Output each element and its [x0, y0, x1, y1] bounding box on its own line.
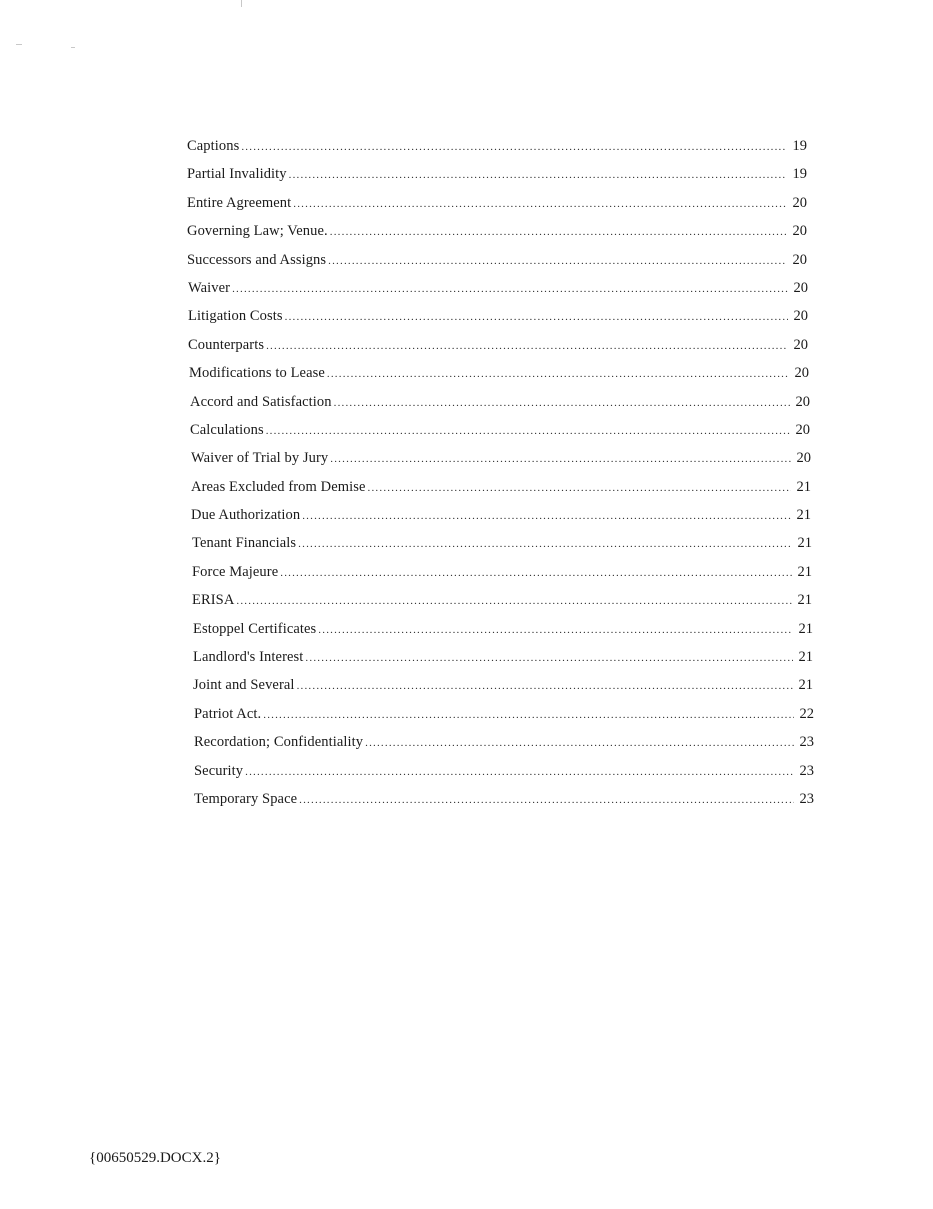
toc-entry-page: 20 [796, 450, 811, 467]
toc-entry [193, 675, 813, 703]
toc-entry [194, 704, 814, 732]
toc-entry-page: 21 [796, 478, 811, 495]
scan-artifact [241, 0, 242, 7]
toc-dot-leader [297, 790, 794, 810]
toc-dot-leader [278, 563, 792, 583]
toc-entry-title: ERISA [192, 592, 235, 609]
toc-entry-title: Litigation Costs [188, 308, 283, 325]
toc-entry-page: 20 [793, 308, 808, 325]
toc-dot-leader [363, 733, 794, 753]
toc-dot-leader [332, 393, 790, 413]
toc-entry [187, 221, 807, 249]
toc-entry [187, 250, 807, 278]
scan-artifact [71, 47, 75, 48]
toc-entry-page: 20 [795, 393, 810, 410]
toc-dot-leader [328, 222, 787, 242]
table-of-contents [187, 136, 814, 817]
toc-entry [188, 278, 808, 306]
toc-entry [193, 619, 813, 647]
toc-dot-leader [366, 478, 791, 498]
toc-entry-title: Patriot Act. [194, 705, 262, 722]
toc-entry [188, 335, 808, 363]
toc-dot-leader [295, 676, 793, 696]
toc-entry-title: Joint and Several [193, 677, 295, 694]
toc-entry-title: Accord and Satisfaction [190, 393, 332, 410]
toc-dot-leader [243, 762, 794, 782]
toc-entry-page: 20 [792, 194, 807, 211]
toc-dot-leader [261, 705, 794, 725]
toc-entry-page: 20 [795, 421, 810, 438]
toc-entry-title: Captions [187, 138, 240, 154]
toc-entry-page: 20 [792, 251, 807, 268]
toc-entry-title: Landlord's Interest [193, 649, 304, 666]
toc-entry-title: Counterparts [188, 336, 265, 353]
toc-entry-title: Governing Law; Venue. [187, 223, 328, 240]
toc-dot-leader [264, 421, 790, 441]
toc-entry-page: 21 [798, 677, 813, 694]
toc-entry [188, 306, 808, 334]
toc-entry-title: Recordation; Confidentiality [194, 734, 364, 751]
toc-entry-title: Waiver of Trial by Jury [191, 450, 329, 467]
toc-dot-leader [300, 506, 791, 526]
toc-entry-page: 21 [796, 507, 811, 524]
toc-dot-leader [325, 364, 789, 384]
toc-dot-leader [291, 194, 787, 214]
toc-entry [189, 363, 809, 391]
toc-entry [191, 505, 811, 533]
toc-entry-page: 21 [798, 620, 813, 637]
toc-entry-page: 22 [799, 705, 814, 722]
toc-entry-title: Security [194, 762, 244, 779]
toc-entry-title: Entire Agreement [187, 194, 292, 211]
toc-entry [191, 477, 811, 505]
toc-entry [194, 732, 814, 760]
toc-dot-leader [328, 449, 791, 469]
toc-dot-leader [239, 137, 787, 157]
scan-artifact [16, 44, 22, 45]
toc-entry-page: 20 [792, 223, 807, 240]
toc-entry [193, 647, 813, 675]
toc-entry-title: Partial Invalidity [187, 166, 287, 183]
toc-entry-page: 20 [793, 279, 808, 296]
toc-entry-page: 21 [797, 592, 812, 609]
toc-entry [192, 533, 812, 561]
toc-entry-page: 21 [797, 535, 812, 552]
toc-entry-title: Tenant Financials [192, 535, 297, 552]
toc-entry [194, 789, 814, 817]
toc-entry [187, 136, 807, 164]
toc-dot-leader [316, 620, 793, 640]
toc-dot-leader [283, 307, 788, 327]
toc-entry [187, 193, 807, 221]
toc-dot-leader [230, 279, 788, 299]
toc-entry-page: 23 [799, 790, 814, 807]
toc-entry-page: 23 [799, 762, 814, 779]
toc-dot-leader [326, 251, 787, 271]
toc-entry-title: Force Majeure [192, 563, 279, 580]
toc-entry-title: Areas Excluded from Demise [191, 478, 366, 495]
toc-dot-leader [296, 534, 792, 554]
document-id-footer: {00650529.DOCX.2} [89, 1150, 221, 1166]
toc-entry-title: Due Authorization [191, 507, 301, 524]
toc-entry-title: Calculations [190, 421, 264, 438]
toc-entry-page: 21 [797, 563, 812, 580]
toc-entry-page: 20 [793, 336, 808, 353]
toc-entry [194, 761, 814, 789]
toc-dot-leader [303, 648, 793, 668]
toc-entry [192, 562, 812, 590]
toc-entry-page: 23 [799, 734, 814, 751]
toc-entry [190, 420, 810, 448]
toc-entry-page: 19 [792, 138, 807, 154]
toc-entry-page: 20 [794, 365, 809, 382]
toc-entry-title: Estoppel Certificates [193, 620, 317, 637]
toc-entry-title: Temporary Space [194, 790, 298, 807]
toc-entry-title: Modifications to Lease [189, 365, 325, 382]
toc-entry [191, 448, 811, 476]
toc-dot-leader [264, 336, 788, 356]
toc-entry-title: Successors and Assigns [187, 251, 327, 268]
toc-entry [190, 392, 810, 420]
toc-entry [187, 164, 807, 192]
toc-entry [192, 590, 812, 618]
toc-entry-page: 19 [792, 166, 807, 183]
toc-dot-leader [234, 591, 792, 611]
toc-entry-title: Waiver [188, 279, 231, 296]
toc-entry-page: 21 [798, 649, 813, 666]
toc-dot-leader [287, 165, 787, 185]
